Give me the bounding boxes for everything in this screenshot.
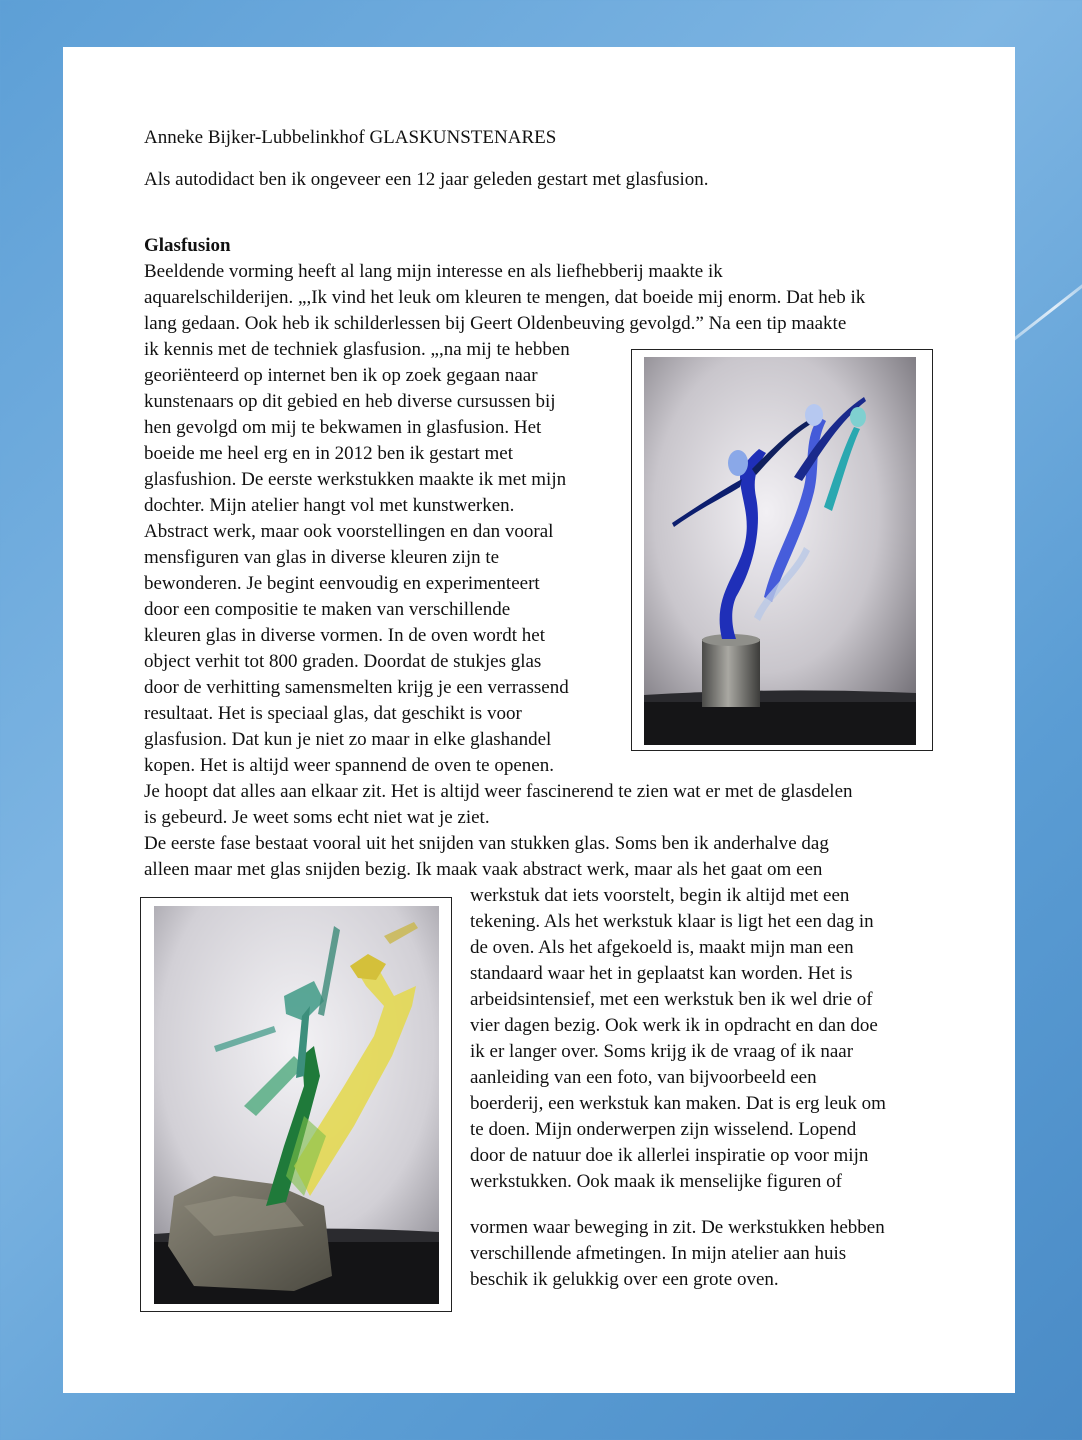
body-line: ik kennis met de techniek glasfusion. „,na mij te hebben bbox=[144, 339, 570, 360]
document-title: Anneke Bijker-Lubbelinkhof GLASKUNSTENARES bbox=[144, 127, 557, 148]
body-line: glasfusion. Dat kun je niet zo maar in elke glashandel bbox=[144, 729, 552, 750]
body-line: arbeidsintensief, met een werkstuk ben ik wel drie of bbox=[470, 989, 873, 1010]
body-line: aanleiding van een foto, van bijvoorbeeld een bbox=[470, 1067, 817, 1088]
photo-frame-green-sculpture bbox=[140, 897, 452, 1312]
body-line: vormen waar beweging in zit. De werkstukken hebben bbox=[470, 1217, 885, 1238]
body-line: lang gedaan. Ook heb ik schilderlessen bij Geert Oldenbeuving gevolgd.” Na een tip maakte bbox=[144, 313, 847, 334]
photo-frame-blue-sculpture bbox=[631, 349, 933, 751]
body-line: kunstenaars op dit gebied en heb diverse cursussen bij bbox=[144, 391, 556, 412]
body-line: De eerste fase bestaat vooral uit het snijden van stukken glas. Soms ben ik anderhalve dag bbox=[144, 833, 829, 854]
body-line: beschik ik gelukkig over een grote oven. bbox=[470, 1269, 779, 1290]
body-line: door de natuur doe ik allerlei inspiratie op voor mijn bbox=[470, 1145, 869, 1166]
section-heading: Glasfusion bbox=[144, 235, 231, 256]
body-line: tekening. Als het werkstuk klaar is ligt het een dag in bbox=[470, 911, 874, 932]
body-line: ik er langer over. Soms krijg ik de vraag of ik naar bbox=[470, 1041, 854, 1062]
body-line: standaard waar het in geplaatst kan worden. Het is bbox=[470, 963, 853, 984]
body-line: door de verhitting samensmelten krijg je een verrassend bbox=[144, 677, 569, 698]
body-line: verschillende afmetingen. In mijn atelier aan huis bbox=[470, 1243, 847, 1264]
document-page bbox=[63, 47, 1015, 1393]
body-line: Je hoopt dat alles aan elkaar zit. Het is altijd weer fascinerend te zien wat er met de glasdelen bbox=[144, 781, 853, 802]
body-line: resultaat. Het is speciaal glas, dat geschikt is voor bbox=[144, 703, 522, 724]
body-line: kopen. Het is altijd weer spannend de oven te openen. bbox=[144, 755, 554, 776]
body-line: Beeldende vorming heeft al lang mijn interesse en als liefhebberij maakte ik bbox=[144, 261, 723, 282]
body-line: werkstukken. Ook maak ik menselijke figuren of bbox=[470, 1171, 842, 1192]
body-line: aquarelschilderijen. „,Ik vind het leuk om kleuren te mengen, dat boeide mij enorm. Dat heb ik bbox=[144, 287, 866, 308]
body-line: glasfushion. De eerste werkstukken maakte ik met mijn bbox=[144, 469, 567, 490]
body-line: bewonderen. Je begint eenvoudig en experimenteert bbox=[144, 573, 540, 594]
body-line: de oven. Als het afgekoeld is, maakt mijn man een bbox=[470, 937, 854, 958]
body-line: alleen maar met glas snijden bezig. Ik maak vaak abstract werk, maar als het gaat om een bbox=[144, 859, 823, 880]
body-line: werkstuk dat iets voorstelt, begin ik altijd met een bbox=[470, 885, 850, 906]
body-line: object verhit tot 800 graden. Doordat de stukjes glas bbox=[144, 651, 542, 672]
body-line: vier dagen bezig. Ook werk ik in opdracht en dan doe bbox=[470, 1015, 878, 1036]
body-line: georiënteerd op internet ben ik op zoek gegaan naar bbox=[144, 365, 538, 386]
body-line: door een compositie te maken van verschillende bbox=[144, 599, 511, 620]
blue-glass-sculpture-photo bbox=[644, 357, 916, 745]
body-line: dochter. Mijn atelier hangt vol met kunstwerken. bbox=[144, 495, 515, 516]
body-line: is gebeurd. Je weet soms echt niet wat je ziet. bbox=[144, 807, 490, 828]
body-line: hen gevolgd om mij te bekwamen in glasfusion. Het bbox=[144, 417, 542, 438]
body-line: mensfiguren van glas in diverse kleuren zijn te bbox=[144, 547, 500, 568]
body-line: Abstract werk, maar ook voorstellingen en dan vooral bbox=[144, 521, 554, 542]
intro-paragraph: Als autodidact ben ik ongeveer een 12 jaar geleden gestart met glasfusion. bbox=[144, 169, 709, 190]
body-line: boeide me heel erg en in 2012 ben ik gestart met bbox=[144, 443, 513, 464]
body-line: kleuren glas in diverse vormen. In de oven wordt het bbox=[144, 625, 545, 646]
body-line: boerderij, een werkstuk kan maken. Dat is erg leuk om bbox=[470, 1093, 886, 1114]
body-line: te doen. Mijn onderwerpen zijn wisselend. Lopend bbox=[470, 1119, 857, 1140]
green-glass-sculpture-photo bbox=[154, 906, 439, 1304]
